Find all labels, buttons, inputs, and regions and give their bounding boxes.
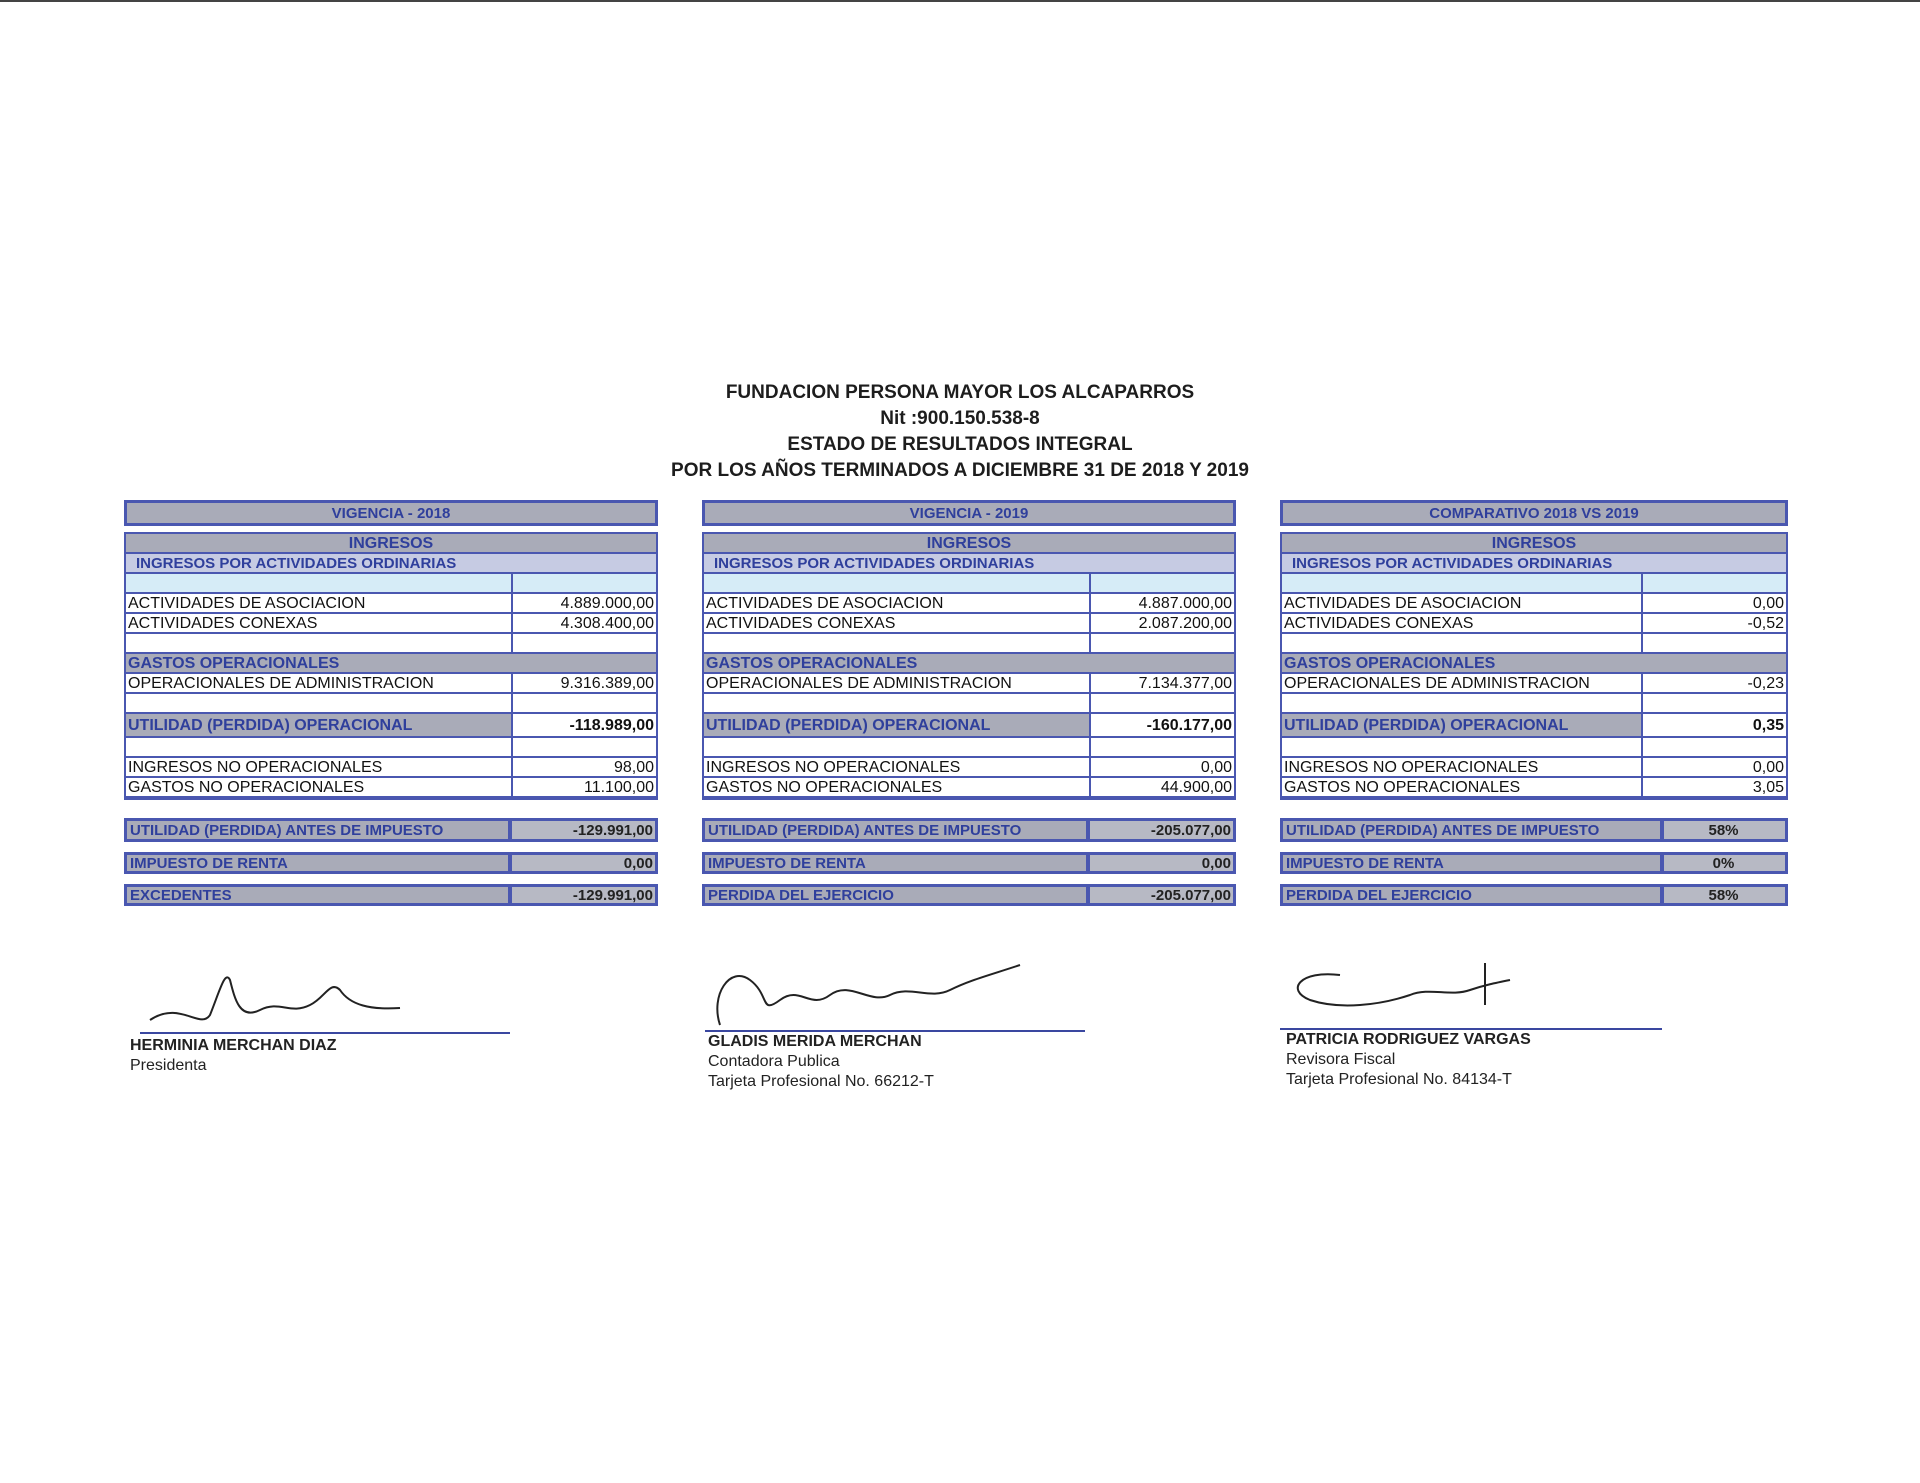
section-ingresos: INGRESOS [1282, 534, 1786, 554]
table-row: GASTOS NO OPERACIONALES 3,05 [1284, 779, 1784, 796]
signature-block-contadora [708, 1032, 934, 1092]
table-row: ACTIVIDADES DE ASOCIACION 4.887.000,00 [706, 595, 1232, 612]
income-table [1280, 532, 1788, 800]
table-row [704, 634, 1234, 654]
organization-name: FUNDACION PERSONA MAYOR LOS ALCAPARROS [725, 382, 1195, 403]
section-ordinarias: INGRESOS POR ACTIVIDADES ORDINARIAS [704, 554, 1234, 574]
signer-name: PATRICIA RODRIGUEZ VARGAS [1286, 1031, 1531, 1048]
signer-role: Revisora Fiscal [1286, 1051, 1396, 1068]
final-result-bar: EXCEDENTES -129.991,00 [124, 884, 658, 906]
utilidad-operacional-row: UTILIDAD (PERDIDA) OPERACIONAL 0,35 [1282, 714, 1786, 738]
signature-block-revisora [1286, 1030, 1531, 1090]
signer-card: Tarjeta Profesional No. 84134-T [1286, 1071, 1512, 1088]
signature-scribble-contadora [700, 955, 1040, 1035]
table-row: GASTOS NO OPERACIONALES 44.900,00 [706, 779, 1232, 796]
final-result-bar: PERDIDA DEL EJERCICIO -205.077,00 [702, 884, 1236, 906]
signature-scribble-revisora [1280, 955, 1520, 1025]
section-gastos: GASTOS OPERACIONALES [1282, 654, 1786, 674]
table-row [704, 738, 1234, 758]
section-ordinarias: INGRESOS POR ACTIVIDADES ORDINARIAS [126, 554, 656, 574]
table-row [126, 574, 656, 594]
table-row: OPERACIONALES DE ADMINISTRACION 7.134.377,00 [706, 675, 1232, 692]
table-row: INGRESOS NO OPERACIONALES 0,00 [706, 759, 1232, 776]
table-row: ACTIVIDADES CONEXAS 4.308.400,00 [128, 615, 654, 632]
income-table [702, 532, 1236, 800]
table-row [1282, 634, 1786, 654]
panel-title: VIGENCIA - 2018 [124, 500, 658, 526]
signature-block-presidenta [130, 1036, 337, 1076]
antes-impuesto-bar: UTILIDAD (PERDIDA) ANTES DE IMPUESTO -205.077,00 [702, 818, 1236, 842]
table-row [704, 574, 1234, 594]
signature-scribble-presidenta [140, 960, 420, 1040]
table-row [1282, 738, 1786, 758]
utilidad-operacional-row: UTILIDAD (PERDIDA) OPERACIONAL -160.177,00 [704, 714, 1234, 738]
impuesto-bar: IMPUESTO DE RENTA 0,00 [702, 852, 1236, 874]
table-row: ACTIVIDADES CONEXAS -0,52 [1284, 615, 1784, 632]
impuesto-bar: IMPUESTO DE RENTA 0,00 [124, 852, 658, 874]
table-row: ACTIVIDADES CONEXAS 2.087.200,00 [706, 615, 1232, 632]
signer-name: HERMINIA MERCHAN DIAZ [130, 1037, 337, 1054]
utilidad-operacional-row: UTILIDAD (PERDIDA) OPERACIONAL -118.989,00 [126, 714, 656, 738]
antes-impuesto-bar: UTILIDAD (PERDIDA) ANTES DE IMPUESTO 58% [1280, 818, 1788, 842]
section-ingresos: INGRESOS [126, 534, 656, 554]
table-row [126, 694, 656, 714]
table-row: ACTIVIDADES DE ASOCIACION 4.889.000,00 [128, 595, 654, 612]
statement-period: POR LOS AÑOS TERMINADOS A DICIEMBRE 31 DE 2018 Y 2019 [671, 460, 1249, 481]
final-result-bar: PERDIDA DEL EJERCICIO 58% [1280, 884, 1788, 906]
document-header [0, 380, 1920, 484]
signer-role: Presidenta [130, 1057, 207, 1074]
scan-edge [0, 0, 1920, 2]
section-ordinarias: INGRESOS POR ACTIVIDADES ORDINARIAS [1282, 554, 1786, 574]
signature-line-presidenta [140, 1032, 510, 1034]
table-row [126, 738, 656, 758]
statement-title: ESTADO DE RESULTADOS INTEGRAL [787, 434, 1133, 455]
section-ingresos: INGRESOS [704, 534, 1234, 554]
table-row: INGRESOS NO OPERACIONALES 0,00 [1284, 759, 1784, 776]
antes-impuesto-bar: UTILIDAD (PERDIDA) ANTES DE IMPUESTO -129.991,00 [124, 818, 658, 842]
panel-title: VIGENCIA - 2019 [702, 500, 1236, 526]
signer-card: Tarjeta Profesional No. 66212-T [708, 1073, 934, 1090]
nit-number: Nit :900.150.538-8 [880, 408, 1040, 429]
table-row [704, 694, 1234, 714]
impuesto-bar: IMPUESTO DE RENTA 0% [1280, 852, 1788, 874]
table-row: ACTIVIDADES DE ASOCIACION 0,00 [1284, 595, 1784, 612]
signer-name: GLADIS MERIDA MERCHAN [708, 1033, 922, 1050]
table-row: GASTOS NO OPERACIONALES 11.100,00 [128, 779, 654, 796]
table-row: INGRESOS NO OPERACIONALES 98,00 [128, 759, 654, 776]
section-gastos: GASTOS OPERACIONALES [704, 654, 1234, 674]
income-table [124, 532, 658, 800]
table-row [126, 634, 656, 654]
signer-role: Contadora Publica [708, 1053, 840, 1070]
panel-title: COMPARATIVO 2018 VS 2019 [1280, 500, 1788, 526]
table-row [1282, 574, 1786, 594]
table-row: OPERACIONALES DE ADMINISTRACION 9.316.389,00 [128, 675, 654, 692]
table-row: OPERACIONALES DE ADMINISTRACION -0,23 [1284, 675, 1784, 692]
section-gastos: GASTOS OPERACIONALES [126, 654, 656, 674]
table-row [1282, 694, 1786, 714]
